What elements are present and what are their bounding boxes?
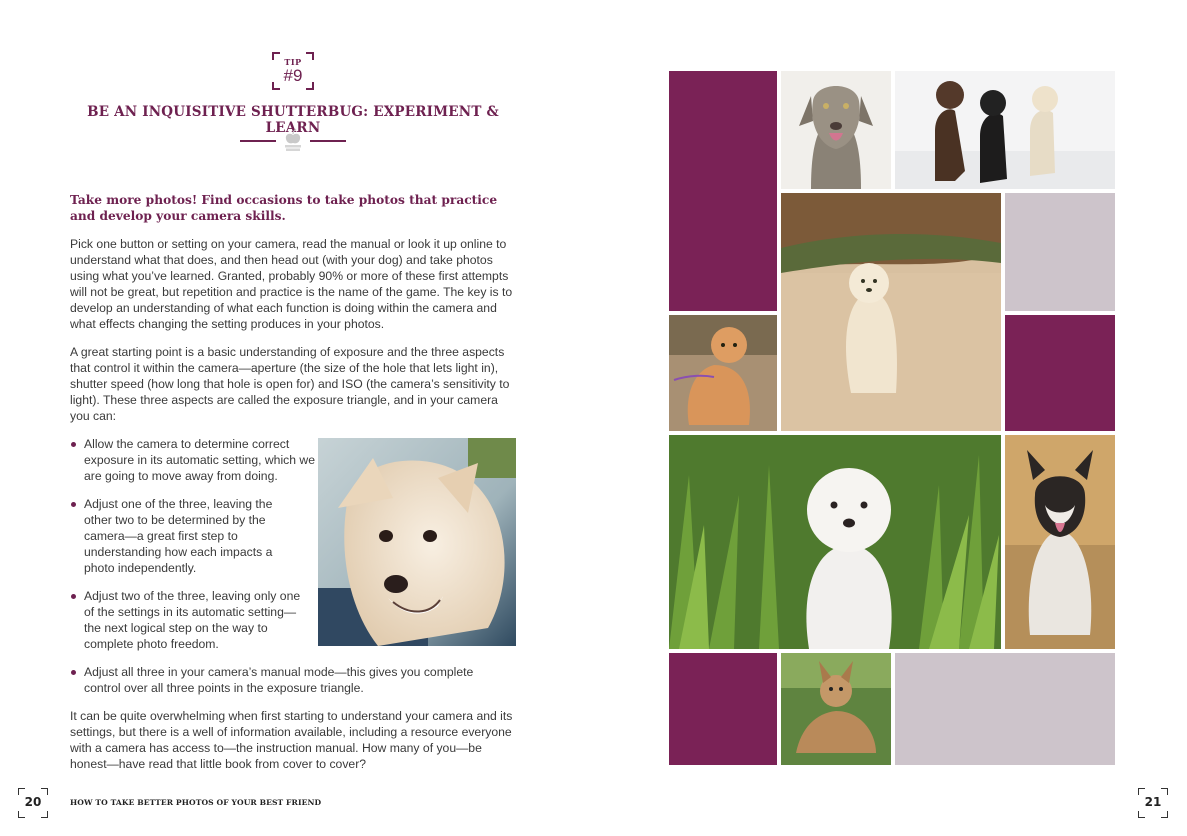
tip-number: #9 xyxy=(283,66,303,85)
plum-block-1 xyxy=(669,71,777,311)
plum-block-2 xyxy=(1005,315,1115,431)
husky-photo xyxy=(1005,435,1115,649)
maltese-grass-photo xyxy=(669,435,1001,649)
tip-badge xyxy=(272,52,314,90)
page-number-right-text: 21 xyxy=(1144,795,1162,809)
golden-retriever-beach-photo xyxy=(781,193,1001,431)
three-labradors-photo xyxy=(895,71,1115,189)
paragraph-1: Pick one button or setting on your camera, read the manual or look it up online to understand what that does, and then head out (with your dog) and take photos using what you’ve learned. Granted, probably 90% or more of these first attempts will not be great, but repetition and practice is the name of the game. The key is to develop an understanding of what each function is doing within the camera and what effects changing the setting produces in your photos. xyxy=(70,237,513,331)
page-heading: BE AN INQUISITIVE SHUTTERBUG: EXPERIMENT & LEARN xyxy=(87,104,499,136)
page-number-left xyxy=(18,788,48,818)
book-title: HOW TO TAKE BETTER PHOTOS OF YOUR BEST FRIEND xyxy=(70,798,322,807)
weimaraner-photo xyxy=(781,71,891,189)
tip-label: TIP xyxy=(284,57,302,67)
heading-divider xyxy=(240,125,346,153)
plum-block-3 xyxy=(669,653,777,765)
gray-block-1 xyxy=(1005,193,1115,311)
shepherd-mix-photo xyxy=(781,653,891,765)
list-item: Adjust one of the three, leaving the other two to be determined by the camera—a great first step to understanding how each impacts a photo independently. xyxy=(70,496,295,576)
list-item: Adjust two of the three, leaving only one of the settings in its automatic setting—the next logical step on the way to complete photo freedom. xyxy=(70,588,305,652)
puppy-photo xyxy=(318,438,516,646)
list-item: Allow the camera to determine correct exposure in its automatic setting, which we are going to move away from doing. xyxy=(70,436,315,484)
paragraph-3: It can be quite overwhelming when first starting to understand your camera and its settings, but there is a well of information available, including a resource everyone with a camera has access to—the instruction manual. How many of you—be honest—have read that little book from cover to cover? xyxy=(70,709,513,771)
lead-text: Take more photos! Find occasions to take photos that practice and develop your camera skills. xyxy=(70,193,498,223)
gray-block-2 xyxy=(895,653,1115,765)
doodle-puppy-photo xyxy=(669,315,777,431)
list-item: Adjust all three in your camera’s manual mode—this gives you complete control over all three points in the exposure triangle. xyxy=(70,664,500,696)
paragraph-2: A great starting point is a basic understanding of exposure and the three aspects that control it within the camera—aperture (the size of the hole that lets light in), shutter speed (how long that hole is open for) and ISO (the camera’s sensitivity to light). These three aspects are called the exposure triangle, and in your camera you can: xyxy=(70,345,510,423)
apple-books-icon xyxy=(281,127,305,153)
page-number-right xyxy=(1138,788,1168,818)
page-number-left-text: 20 xyxy=(24,795,42,809)
